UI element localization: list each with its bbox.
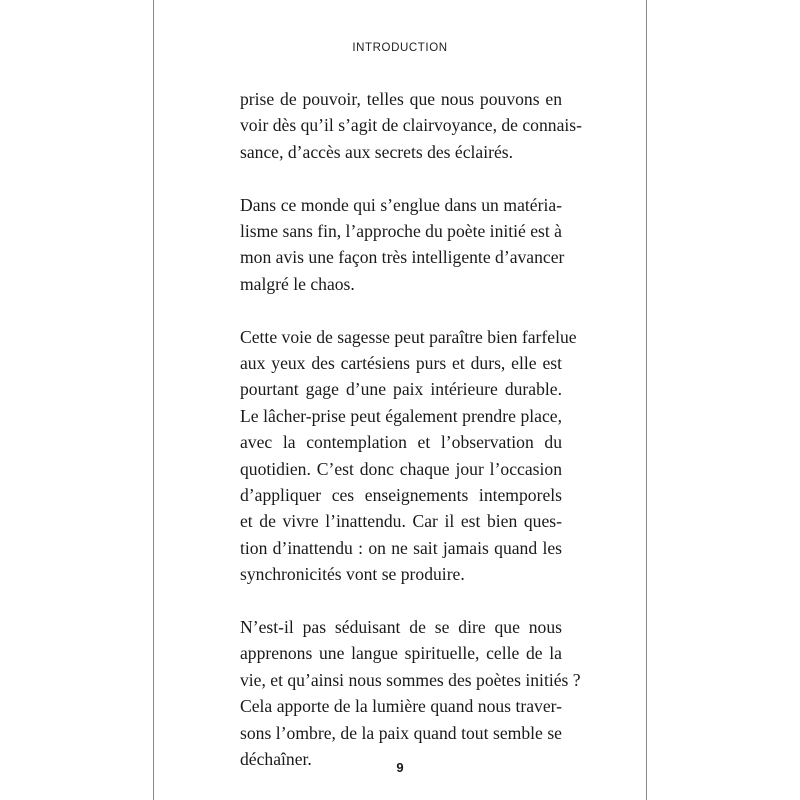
text-line: lisme sans fin, l’approche du poète initié est à [240,221,562,242]
text-line: vie, et qu’ainsi nous sommes des poètes initiés ? [240,669,581,690]
text-line: Dans ce monde qui s’englue dans un matéria- [240,194,562,215]
text-line: et de vivre l’inattendu. Car il est bien ques- [240,511,562,532]
text-line: avec la contemplation et l’observation du [240,432,562,453]
paragraph [240,86,582,165]
body-text [240,86,582,799]
text-line: N’est-il pas séduisant de se dire que nous [240,617,562,638]
text-line: synchronicités vont se produire. [240,564,465,585]
running-head: INTRODUCTION [352,42,448,54]
text-line: sance, d’accès aux secrets des éclairés. [240,141,514,162]
text-line: aux yeux des cartésiens purs et durs, elle est [240,353,562,374]
text-line: voir dès qu’il s’agit de clairvoyance, de connais- [240,115,582,136]
text-line: quotidien. C’est donc chaque jour l’occasion [240,458,562,479]
text-line: prise de pouvoir, telles que nous pouvons en [240,89,562,109]
text-line: apprenons une langue spirituelle, celle de la [240,643,562,664]
text-line: Cela apporte de la lumière quand nous traver- [240,696,562,717]
text-line: malgré le chaos. [240,273,355,294]
text-line: tion d’inattendu : on ne sait jamais quand les [240,537,562,558]
text-line: Cette voie de sagesse peut paraître bien farfelue [240,326,577,347]
text-line: déchaîner. [240,749,312,770]
paragraph [240,614,581,772]
book-page [153,0,647,800]
text-line: pourtant gage d’une paix intérieure durable. [240,379,562,400]
page-number: 9 [396,760,404,775]
text-line: sons l’ombre, de la paix quand tout semble se [240,722,562,743]
text-line: Le lâcher-prise peut également prendre place, [240,405,562,426]
text-line: d’appliquer ces enseignements intemporels [240,485,562,506]
text-line: mon avis une façon très intelligente d’avancer [240,247,565,268]
paragraph [240,192,565,298]
paragraph [240,324,577,588]
